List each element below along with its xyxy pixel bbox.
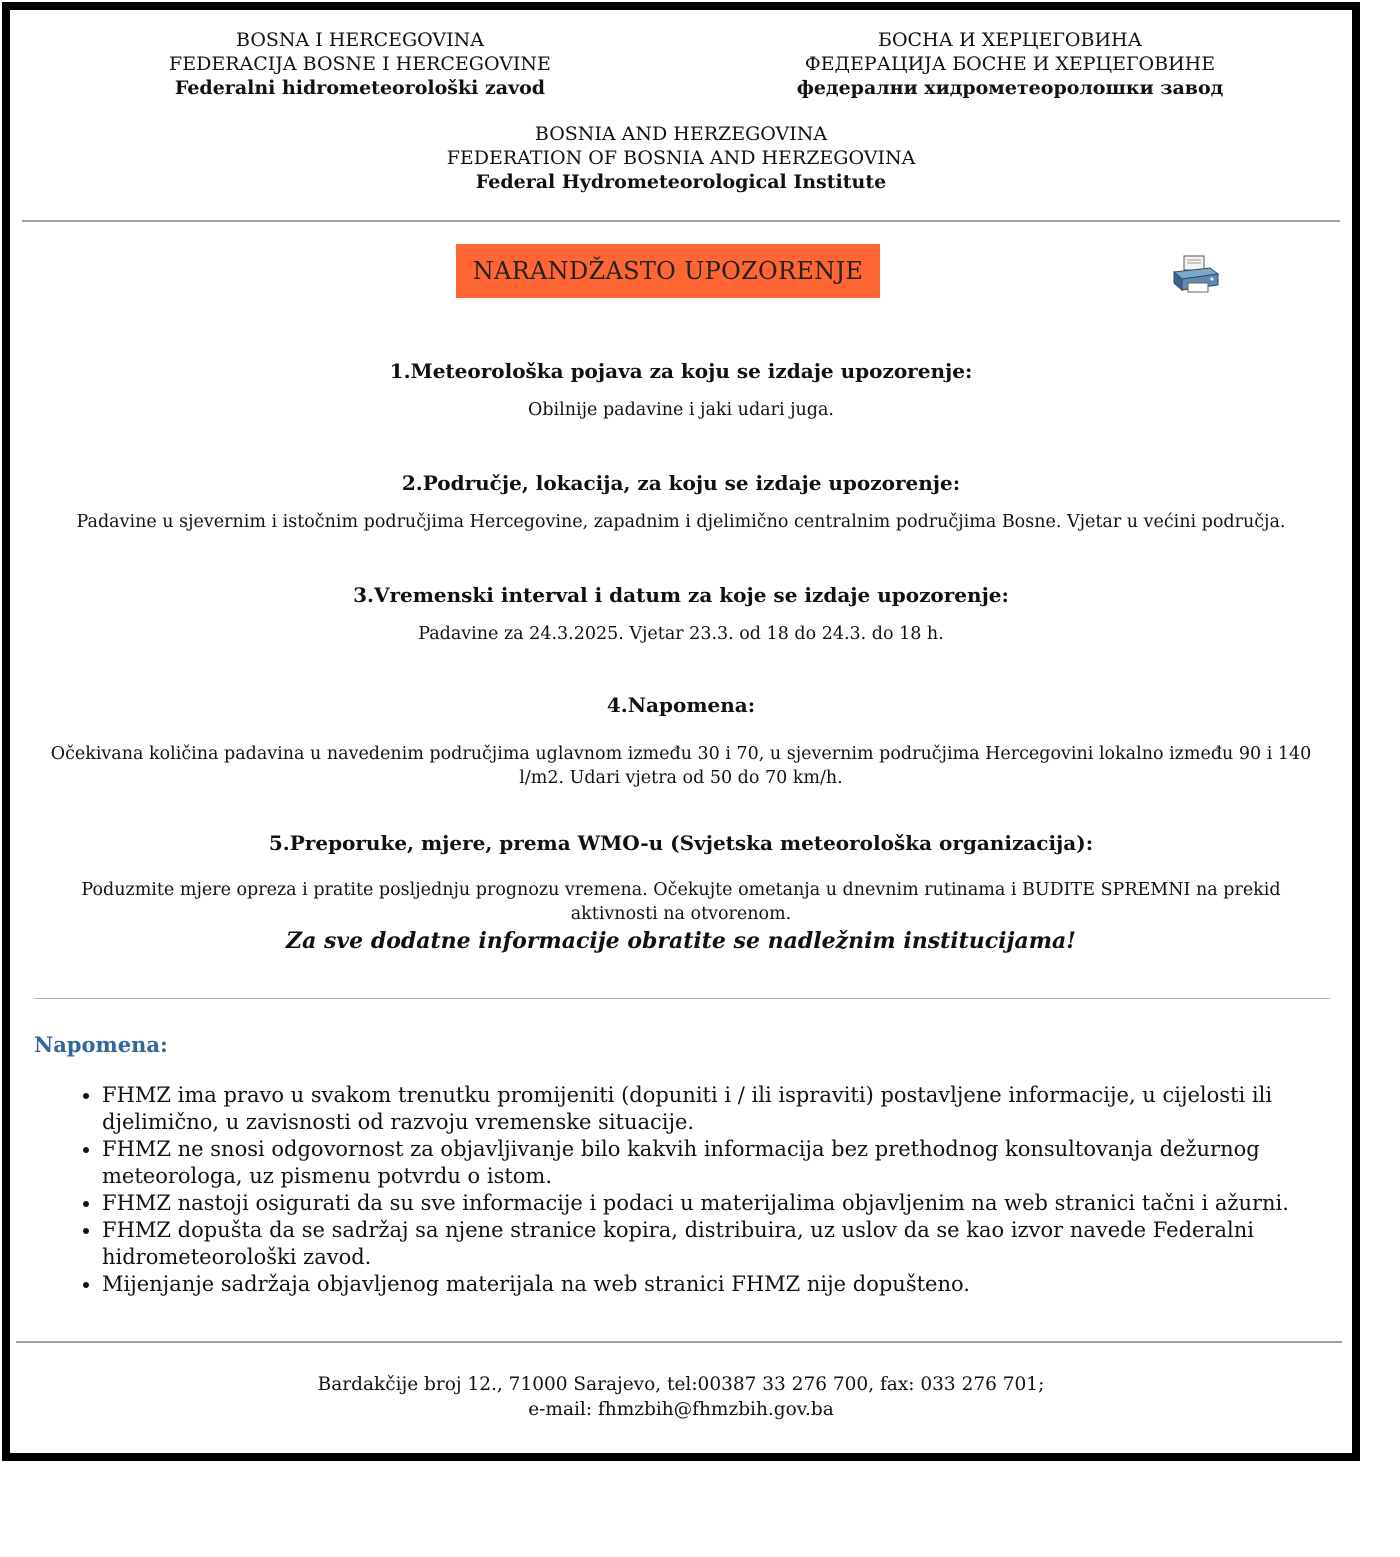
divider — [16, 1341, 1342, 1343]
list-item: • FHMZ nastoji osigurati da su sve informacije i podaci u materijalima objavljenim na web stranici tačni i ažurni. — [102, 1190, 1342, 1217]
header-english — [10, 122, 1352, 194]
warning-level-banner: NARANDŽASTO UPOZORENJE — [456, 244, 880, 298]
section-title: 5.Preporuke, mjere, prema WMO-u (Svjetska meteorološka organizacija): — [268, 831, 1094, 855]
list-item: • FHMZ ima pravo u svakom trenutku promijeniti (dopuniti i / ili ispraviti) postavljene informacije, u cijelosti ili djelimično, u zavisnosti od razvoju vremenske situacije. — [102, 1082, 1342, 1136]
section-text: Očekivana količina padavina u navedenim područjima uglavnom između 30 i 70, u sjevernim područjima Hercegovini lokalno između 90 i 140 l/m2. Udari vjetra od 50 do 70 km/h. — [50, 744, 1312, 788]
disclaimer-title: Napomena: — [34, 1032, 168, 1057]
section-note — [30, 692, 1332, 790]
header-latin-federation: FEDERACIJA BOSNE I HERCEGOVINE — [169, 53, 551, 75]
header-english-country: BOSNIA AND HERZEGOVINA — [534, 123, 828, 145]
footer-email[interactable]: e-mail: fhmzbih@fhmzbih.gov.ba — [528, 1399, 834, 1420]
contact-note: Za sve dodatne informacije obratite se nadležnim institucijama! — [286, 928, 1076, 954]
section-text: Obilnije padavine i jaki udari juga. — [527, 400, 834, 420]
header-english-institute: Federal Hydrometeorological Institute — [475, 171, 887, 193]
section-area — [30, 470, 1332, 534]
section-interval — [30, 582, 1332, 646]
header-english-federation: FEDERATION OF BOSNIA AND HERZEGOVINA — [446, 147, 916, 169]
section-recommendations — [30, 830, 1332, 926]
list-item: • Mijenjanje sadržaja objavljenog materijala na web stranici FHMZ nije dopušteno. — [102, 1271, 1342, 1298]
header-cyrillic-country: БОСНА И ХЕРЦЕГОВИНА — [878, 29, 1142, 51]
header — [10, 28, 1352, 108]
section-text: Poduzmite mjere opreza i pratite posljednju prognozu vremena. Očekujte ometanja u dnevnim rutinama i BUDITE SPREMNI na prekid aktivnosti na otvorenom. — [81, 880, 1281, 924]
section-title: 4.Napomena: — [606, 693, 756, 717]
printer-icon[interactable] — [1170, 252, 1220, 296]
section-phenomenon — [30, 358, 1332, 422]
disclaimer-list — [50, 1082, 1342, 1298]
document-frame — [2, 2, 1360, 1461]
divider — [22, 220, 1340, 222]
section-text: Padavine u sjevernim i istočnim područjima Hercegovine, zapadnim i djelimično centralnim područjima Bosne. Vjetar u većini područja. — [76, 512, 1286, 532]
list-item: • FHMZ ne snosi odgovornost za objavljivanje bilo kakvih informacija bez prethodnog konsultovanja dežurnog meteorologa, uz pismenu potvrdu o istom. — [102, 1136, 1342, 1190]
header-cyrillic-institute: федерални хидрометеоролошки завод — [796, 77, 1224, 99]
footer — [10, 1372, 1352, 1422]
header-latin-country: BOSNA I HERCEGOVINA — [236, 29, 484, 51]
section-text: Padavine za 24.3.2025. Vjetar 23.3. od 18 do 24.3. do 18 h. — [418, 624, 944, 644]
list-item: • FHMZ dopušta da se sadržaj sa njene stranice kopira, distribuira, uz uslov da se kao izvor navede Federalni hidrometeorološki zavod. — [102, 1217, 1342, 1271]
divider — [34, 998, 1330, 999]
section-title: 1.Meteorološka pojava za koju se izdaje upozorenje: — [389, 359, 973, 383]
section-title: 2.Područje, lokacija, za koju se izdaje upozorenje: — [401, 471, 961, 495]
header-cyrillic — [790, 28, 1230, 100]
footer-address: Bardakčije broj 12., 71000 Sarajevo, tel:00387 33 276 700, fax: 033 276 701; — [317, 1374, 1045, 1395]
header-latin — [160, 28, 560, 100]
section-title: 3.Vremenski interval i datum za koje se izdaje upozorenje: — [353, 583, 1009, 607]
header-cyrillic-federation: ФЕДЕРАЦИЈА БОСНЕ И ХЕРЦЕГОВИНЕ — [804, 53, 1216, 75]
header-latin-institute: Federalni hidrometeorološki zavod — [174, 77, 546, 99]
